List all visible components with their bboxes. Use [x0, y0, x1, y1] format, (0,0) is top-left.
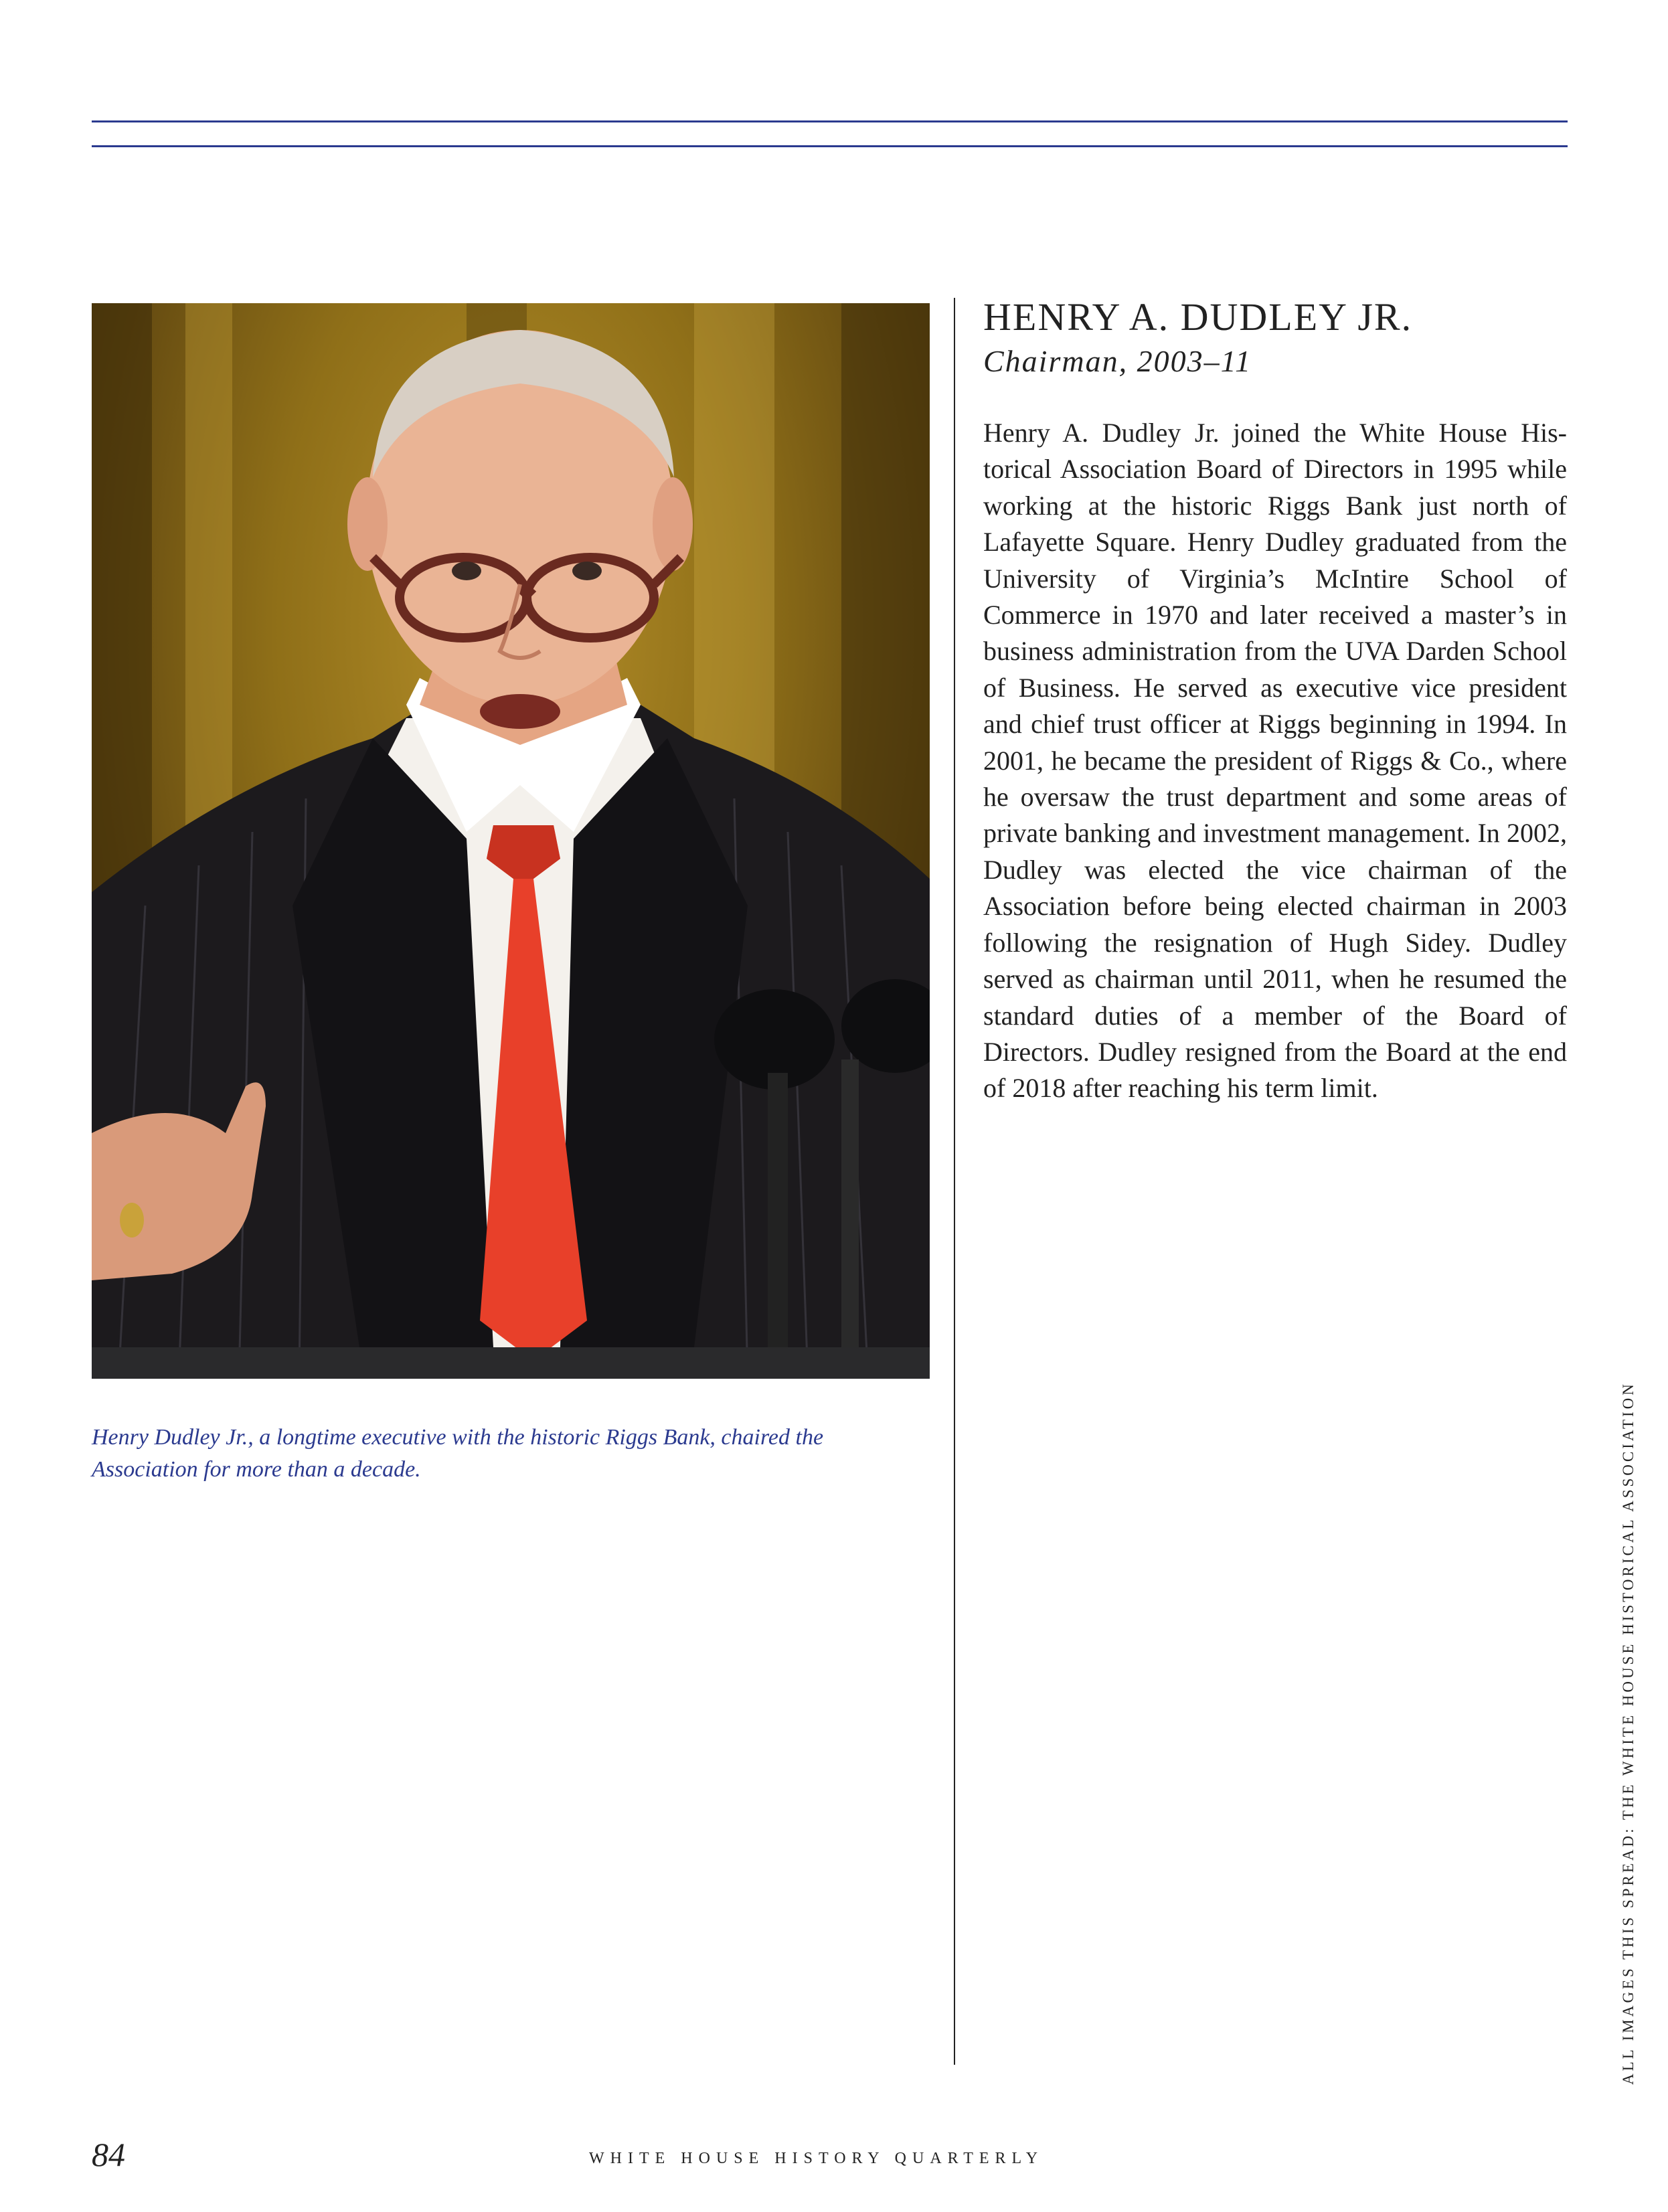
- header-rule-bottom: [92, 145, 1568, 147]
- header-rule-top: [92, 120, 1568, 122]
- portrait-illustration: [92, 303, 930, 1379]
- portrait-photo: [92, 303, 930, 1379]
- photo-caption: Henry Dudley Jr., a longtime executive with the historic Riggs Bank, chaired the Association for more than a decade.: [92, 1425, 824, 1482]
- page-number: 84: [92, 2136, 125, 2173]
- image-credit: ALL IMAGES THIS SPREAD: THE WHITE HOUSE HISTORICAL ASSOCIATION: [1620, 1381, 1637, 2085]
- article-name: HENRY A. DUDLEY JR.: [983, 295, 1413, 339]
- column-divider: [954, 298, 955, 2065]
- article-bio: Henry A. Dudley Jr. joined the White House His-torical Association Board of Directors in 1995 while working at the historic Riggs Bank just north of Lafayette Square. Henry Dudley graduated from the University of Virginia’s McIntire School of Commerce in 1970 and later received a master’s in business administration from the UVA Darden School of Business. He served as executive vice president and chief trust officer at Riggs beginning in 1994. In 2001, he became the president of Riggs & Co., where he oversaw the trust department and some areas of private banking and investment management. In 2002, Dudley was elected the vice chairman of the Association before being elected chairman in 2003 following the resignation of Hugh Sidey. Dudley served as chairman until 2011, when he resumed the standard duties of a member of the Board of Directors. Dudley resigned from the Board at the end of 2018 after reaching his term limit.: [983, 418, 1567, 1104]
- article-role: Chairman, 2003–11: [983, 344, 1252, 378]
- publication-footer: WHITE HOUSE HISTORY QUARTERLY: [589, 2150, 1044, 2167]
